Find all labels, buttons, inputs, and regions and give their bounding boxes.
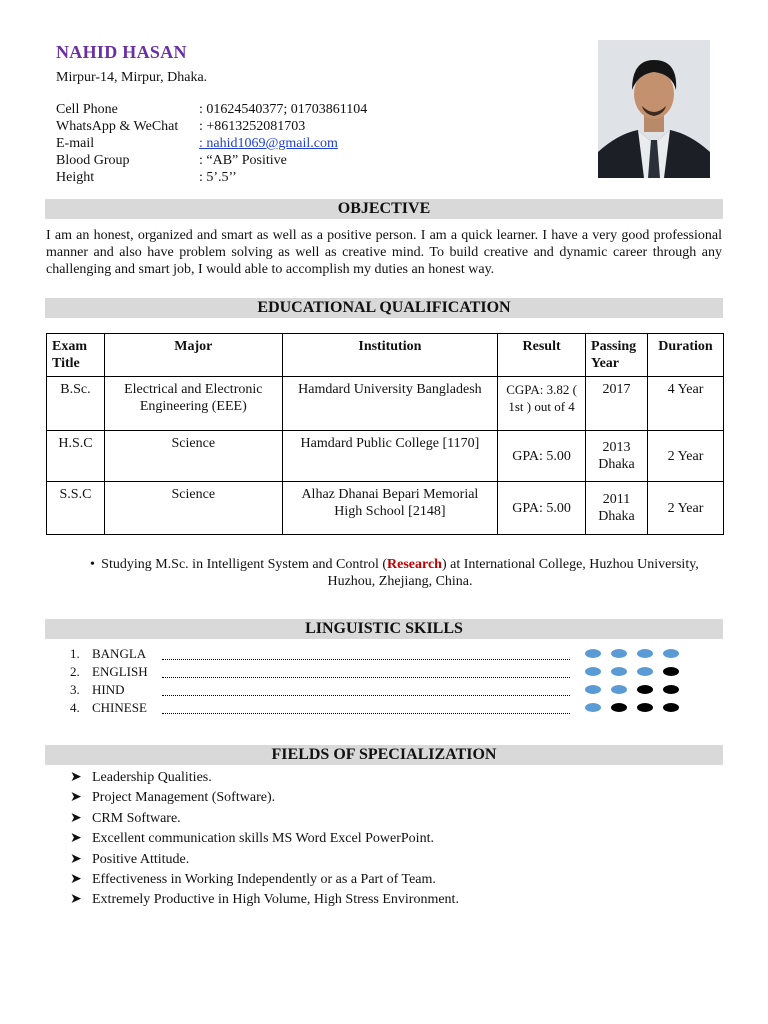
list-item <box>70 830 434 847</box>
table-cell: CGPA: 3.82 ( 1st ) out of 4 <box>498 377 586 431</box>
list-item <box>70 891 459 908</box>
table-cell: H.S.C <box>47 431 105 482</box>
specialization-text: Project Management (Software). <box>92 790 276 806</box>
contact-value: : +8613252081703 <box>199 119 306 134</box>
table-cell: Hamdard University Bangladesh <box>282 377 498 431</box>
table-cell: 4 Year <box>647 377 723 431</box>
rating-filled-dot <box>637 649 653 658</box>
language-name: HIND <box>92 682 125 697</box>
table-cell: 2017 <box>586 377 648 431</box>
list-item <box>70 789 275 806</box>
applicant-name: NAHID HASAN <box>56 42 187 62</box>
contact-key: Height <box>56 170 95 185</box>
arrow-bullet-icon: ➤ <box>70 872 82 887</box>
table-header-row <box>47 334 724 377</box>
column-header: Institution <box>282 334 498 377</box>
contact-row-phone <box>56 101 367 118</box>
table-row <box>47 377 724 431</box>
contact-key: Blood Group <box>56 153 130 168</box>
specialization-text: CRM Software. <box>92 810 181 826</box>
leader-dots <box>162 713 570 714</box>
language-item <box>70 646 710 662</box>
specialization-text: Excellent communication skills MS Word Excel PowerPoint. <box>92 831 434 847</box>
specialization-heading: FIELDS OF SPECIALIZATION <box>45 745 723 765</box>
arrow-bullet-icon: ➤ <box>70 810 82 826</box>
contact-value: : 5’.5’’ <box>199 170 237 185</box>
language-name: ENGLISH <box>92 664 148 679</box>
column-header: Result <box>498 334 586 377</box>
table-cell: GPA: 5.00 <box>498 431 586 482</box>
table-cell: Hamdard Public College [1170] <box>282 431 498 482</box>
contact-row-blood <box>56 152 367 169</box>
contact-value: : “AB” Positive <box>199 153 287 168</box>
list-item <box>70 851 189 868</box>
rating-empty-dot <box>611 703 627 712</box>
arrow-bullet-icon: ➤ <box>70 770 82 785</box>
table-cell: 2011 Dhaka <box>586 482 648 535</box>
specialization-text: Effectiveness in Working Independently or as a Part of Team. <box>92 872 436 887</box>
rating-filled-dot <box>585 703 601 712</box>
language-number: 3. <box>70 682 80 697</box>
rating-filled-dot <box>611 667 627 676</box>
language-item <box>70 682 710 698</box>
research-highlight: Research <box>387 557 442 572</box>
rating-filled-dot <box>585 685 601 694</box>
rating-empty-dot <box>663 703 679 712</box>
specialization-text: Positive Attitude. <box>92 851 190 867</box>
rating-empty-dot <box>663 685 679 694</box>
contact-key: Cell Phone <box>56 102 118 117</box>
table-cell: B.Sc. <box>47 377 105 431</box>
column-header: Major <box>104 334 282 377</box>
language-name: BANGLA <box>92 646 147 661</box>
proficiency-rating <box>585 703 679 712</box>
rating-filled-dot <box>585 649 601 658</box>
address: Mirpur-14, Mirpur, Dhaka. <box>56 70 208 85</box>
column-header: Passing Year <box>586 334 648 377</box>
list-item <box>70 769 212 786</box>
list-item <box>70 810 181 827</box>
proficiency-rating <box>585 685 679 694</box>
language-name: CHINESE <box>92 700 147 715</box>
rating-filled-dot <box>611 649 627 658</box>
rating-filled-dot <box>663 649 679 658</box>
contact-key: WhatsApp & WeChat <box>56 119 179 134</box>
rating-filled-dot <box>637 667 653 676</box>
study-note-text-end: ) at International College, Huzhou University, Huzhou, Zhejiang, China. <box>327 557 699 589</box>
table-cell: Electrical and Electronic Engineering (EEE) <box>104 377 282 431</box>
rating-empty-dot <box>637 685 653 694</box>
education-heading: EDUCATIONAL QUALIFICATION <box>45 298 723 318</box>
rating-filled-dot <box>611 685 627 694</box>
column-header: Exam Title <box>47 334 105 377</box>
arrow-bullet-icon: ➤ <box>70 831 82 847</box>
portrait-icon <box>598 40 710 178</box>
language-number: 2. <box>70 664 80 679</box>
objective-heading: OBJECTIVE <box>45 199 723 219</box>
contact-key: E-mail <box>56 136 95 151</box>
rating-empty-dot <box>663 667 679 676</box>
contact-row-height <box>56 169 367 186</box>
language-number: 4. <box>70 700 80 715</box>
list-item <box>70 871 436 888</box>
bullet-icon: • <box>90 557 95 572</box>
table-cell: 2013 Dhaka <box>586 431 648 482</box>
education-table <box>46 333 724 535</box>
arrow-bullet-icon: ➤ <box>70 790 82 806</box>
proficiency-rating <box>585 667 679 676</box>
rating-filled-dot <box>585 667 601 676</box>
table-row <box>47 431 724 482</box>
study-note-text: Studying M.Sc. in Intelligent System and Control ( <box>101 557 387 572</box>
study-note <box>90 556 710 590</box>
contact-info <box>56 101 367 186</box>
specialization-text: Extremely Productive in High Volume, High Stress Environment. <box>92 892 459 908</box>
leader-dots <box>162 677 570 678</box>
table-cell: S.S.C <box>47 482 105 535</box>
column-header: Duration <box>647 334 723 377</box>
table-row <box>47 482 724 535</box>
contact-row-whatsapp <box>56 118 367 135</box>
contact-row-email <box>56 135 367 152</box>
language-item <box>70 700 710 716</box>
contact-value: : 01624540377; 01703861104 <box>199 102 368 117</box>
linguistic-heading: LINGUISTIC SKILLS <box>45 619 723 639</box>
leader-dots <box>162 695 570 696</box>
table-cell: Science <box>104 431 282 482</box>
rating-empty-dot <box>637 703 653 712</box>
table-cell: 2 Year <box>647 482 723 535</box>
language-item <box>70 664 710 680</box>
proficiency-rating <box>585 649 679 658</box>
language-number: 1. <box>70 646 80 661</box>
email-link[interactable]: : nahid1069@gmail.com <box>199 136 338 151</box>
table-cell: 2 Year <box>647 431 723 482</box>
specialization-text: Leadership Qualities. <box>92 770 212 785</box>
objective-text: I am an honest, organized and smart as well as a positive person. I am a quick learner. I have a very good professional manner and also have problem solving as well as creative mind. To build creative and dynamic career through any challenging and smart job, I would able to accomplish my duties an honest way. <box>46 228 722 277</box>
table-cell: Science <box>104 482 282 535</box>
table-cell: GPA: 5.00 <box>498 482 586 535</box>
arrow-bullet-icon: ➤ <box>70 892 82 908</box>
table-cell: Alhaz Dhanai Bepari Memorial High School [2148] <box>282 482 498 535</box>
arrow-bullet-icon: ➤ <box>70 851 82 867</box>
profile-photo <box>598 40 710 178</box>
leader-dots <box>162 659 570 660</box>
